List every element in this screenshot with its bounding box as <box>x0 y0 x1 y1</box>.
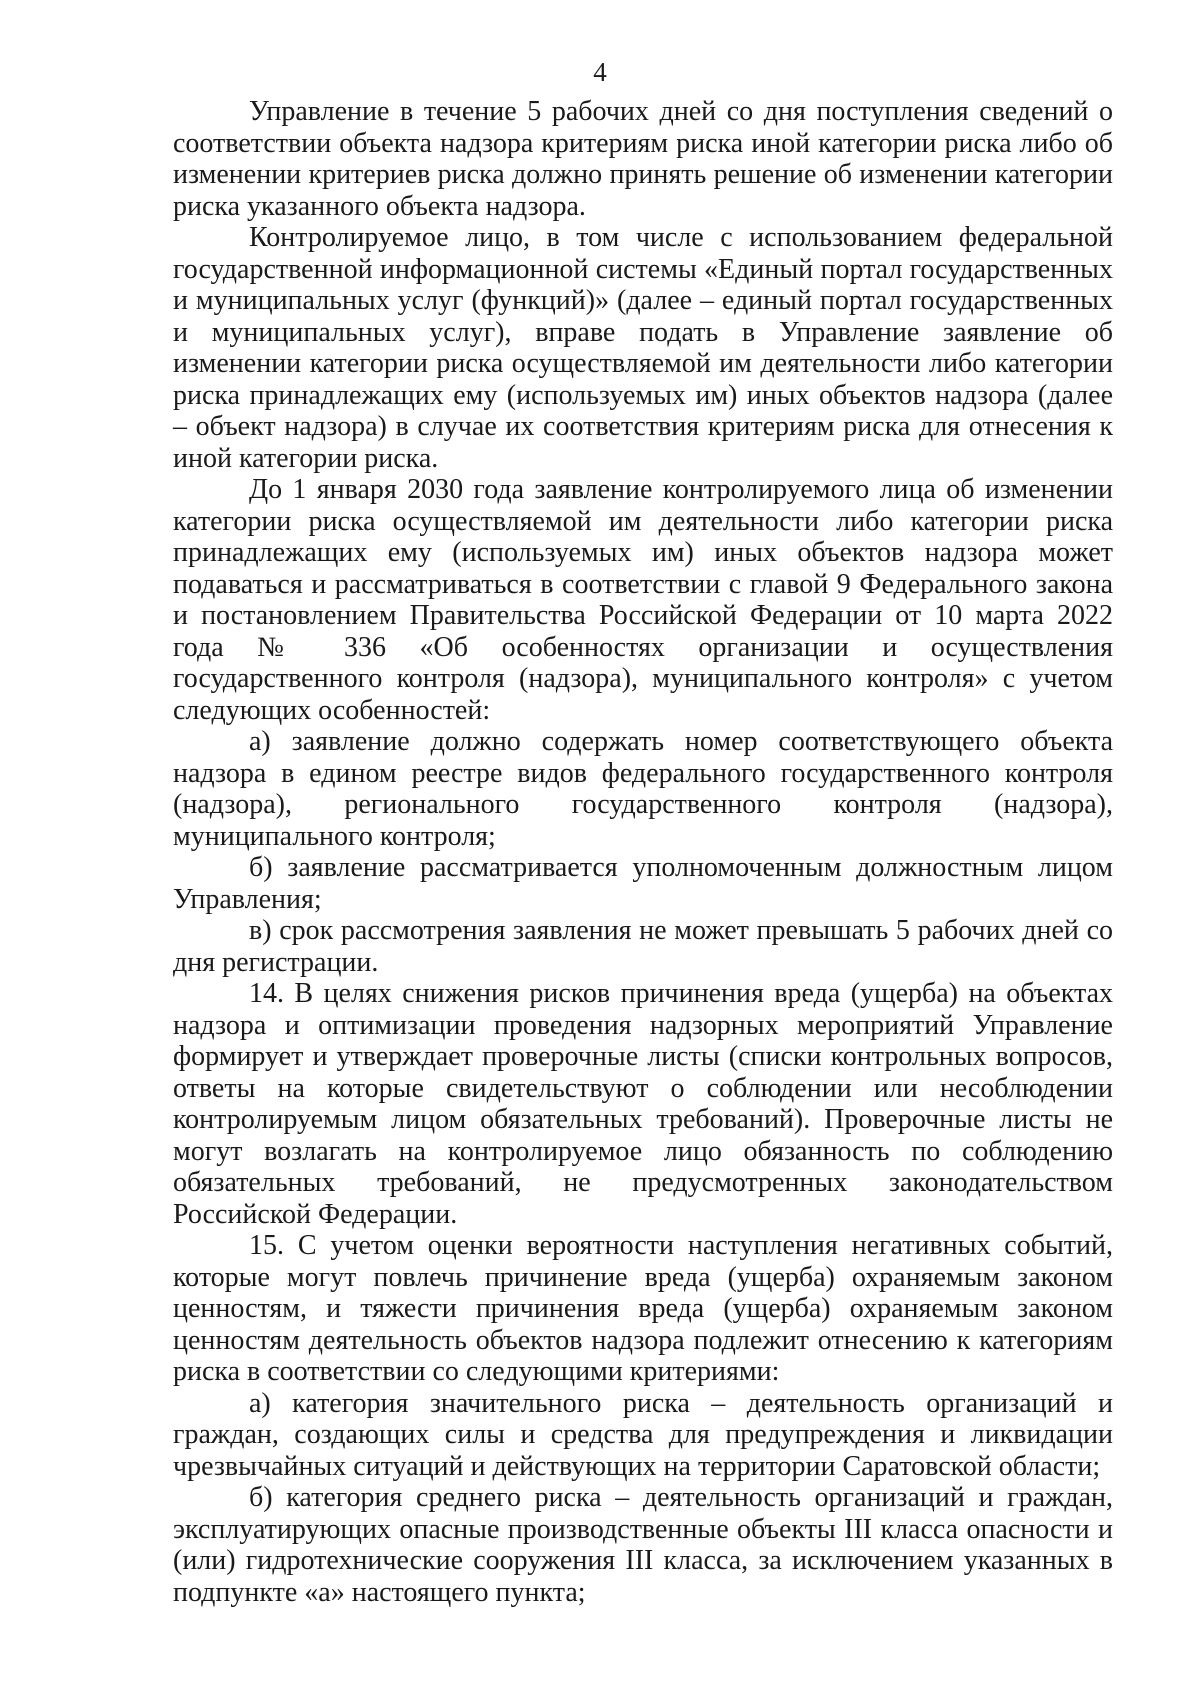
paragraph-until-2030: До 1 января 2030 года заявление контролируемого лица об изменении категории риска осуществляемой им деятельности либо категории риска принадлежащих ему (используемых им) иных объектов надзора может подаваться и рассматриваться в соответствии с главой 9 Федерального закона и постановлением Правительства Российской Федерации от 10 марта 2022 года № 336 «Об особенностях организации и осуществления государственного контроля (надзора), муниципального контроля» с учетом следующих особенностей: <box>173 474 1113 726</box>
paragraph-controlled-person-application: Контролируемое лицо, в том числе с использованием федеральной государственной информационной системы «Единый портал государственных и муниципальных услуг (функций)» (далее – единый портал государственных и муниципальных услуг), вправе подать в Управление заявление об изменении категории риска осуществляемой им деятельности либо категории риска принадлежащих ему (используемых им) иных объектов надзора (далее – объект надзора) в случае их соответствия критериям риска для отнесения к иной категории риска. <box>173 222 1113 474</box>
subparagraph-a-significant-risk: а) категория значительного риска – деятельность организаций и граждан, создающих силы и средства для предупреждения и ликвидации чрезвычайных ситуаций и действующих на территории Саратовской области; <box>173 1387 1113 1482</box>
paragraph-15-risk-criteria: 15. С учетом оценки вероятности наступления негативных событий, которые могут повлечь причинение вреда (ущерба) охраняемым законом ценностям, и тяжести причинения вреда (ущерба) охраняемым законом ценностям деятельность объектов надзора подлежит отнесению к категориям риска в соответствии со следующими критериями: <box>173 1230 1113 1387</box>
paragraph-category-change-decision: Управление в течение 5 рабочих дней со дня поступления сведений о соответствии объекта надзора критериям риска иной категории риска либо об изменении критериев риска должно принять решение об изменении категории риска указанного объекта надзора. <box>173 96 1113 222</box>
page-number: 4 <box>593 57 607 87</box>
subparagraph-c-review-period: в) срок рассмотрения заявления не может превышать 5 рабочих дней со дня регистрации. <box>173 915 1113 978</box>
subparagraph-a-registry-number: а) заявление должно содержать номер соответствующего объекта надзора в едином реестре видов федерального государственного контроля (надзора), регионального государственного контроля (надзора), муниципального контроля; <box>173 726 1113 852</box>
document-body <box>173 96 1113 1608</box>
subparagraph-b-authorized-official: б) заявление рассматривается уполномоченным должностным лицом Управления; <box>173 852 1113 915</box>
subparagraph-b-medium-risk: б) категория среднего риска – деятельность организаций и граждан, эксплуатирующих опасные производственные объекты III класса опасности и (или) гидротехнические сооружения III класса, за исключением указанных в подпункте «а» настоящего пункта; <box>173 1482 1113 1608</box>
paragraph-14-checklists: 14. В целях снижения рисков причинения вреда (ущерба) на объектах надзора и оптимизации проведения надзорных мероприятий Управление формирует и утверждает проверочные листы (списки контрольных вопросов, ответы на которые свидетельствуют о соблюдении или несоблюдении контролируемым лицом обязательных требований). Проверочные листы не могут возлагать на контролируемое лицо обязанность по соблюдению обязательных требований, не предусмотренных законодательством Российской Федерации. <box>173 978 1113 1230</box>
